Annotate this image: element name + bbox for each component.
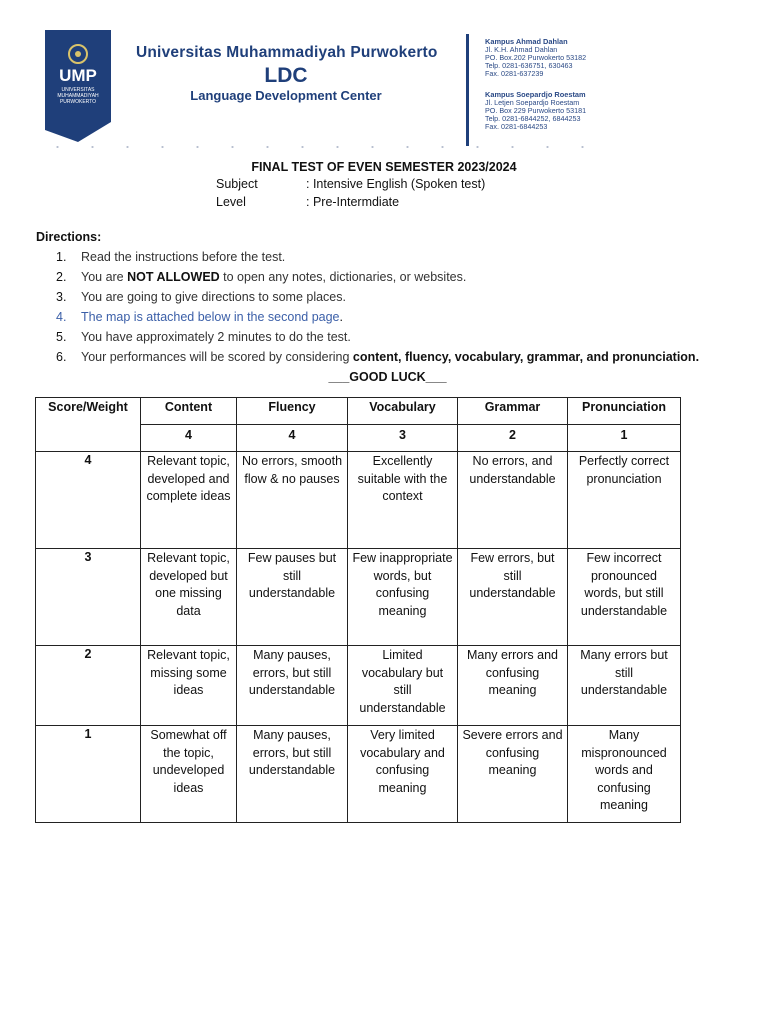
table-row [36,549,681,646]
campus-soepardjo-roestam [485,91,685,131]
scoring-rubric-table [35,397,681,823]
ldc-short-name: LDC [264,64,308,87]
rubric-cell: Very limited vocabulary and confusing meaning [348,726,458,823]
rubric-cell: Few incorrect pronounced words, but still understandable [568,549,681,646]
rubric-cell: Limited vocabulary but still understandable [348,646,458,726]
direction-text-part: . [339,310,343,324]
score-cell: 4 [36,452,141,549]
header-grammar: Grammar [458,398,568,425]
campus-ahmad-dahlan [485,38,685,78]
direction-text-part: Your performances will be scored by considering [81,350,353,364]
header-score-weight: Score/Weight [36,398,141,452]
weight-fluency: 4 [237,425,348,452]
campus-line: Jl. K.H. Ahmad Dahlan [485,45,558,54]
letterhead-dotted-rule [40,146,600,148]
direction-text [81,290,346,304]
direction-text [81,310,343,324]
campus-line: Jl. Letjen Soepardjo Roestam [485,98,580,107]
header-vocabulary: Vocabulary [348,398,458,425]
rubric-cell: No errors, and understandable [458,452,568,549]
ldc-full-name: Language Development Center [190,88,382,103]
directions-heading: Directions: [36,230,102,244]
rubric-cell: Relevant topic, developed and complete ideas [141,452,237,549]
map-attachment-note: The map is attached below in the second page [81,310,340,324]
table-row [36,646,681,726]
direction-text [81,270,466,284]
direction-text [81,330,351,344]
rubric-cell: Many errors and confusing meaning [458,646,568,726]
university-name: Universitas Muhammadiyah Purwokerto [136,44,438,61]
campus-line: PO. Box.202 Purwokerto 53182 [485,53,587,62]
logo-text: UMP [59,66,97,85]
logo-subtext: UNIVERSITAS MUHAMMADIYAH PURWOKERTO [57,87,99,105]
score-cell: 1 [36,726,141,823]
rubric-cell: Excellently suitable with the context [348,452,458,549]
direction-text-part: You are [81,270,128,284]
direction-number: 2. [56,270,67,284]
rubric-cell: Many pauses, errors, but still understandable [237,726,348,823]
direction-text [81,350,699,364]
table-row [36,452,681,549]
weight-pronunciation: 1 [568,425,681,452]
direction-number: 1. [56,250,67,264]
campus-line: Fax. 0281-6844253 [485,122,548,131]
campus-line: Fax. 0281-637239 [485,69,544,78]
table-row [36,726,681,823]
rubric-cell: Relevant topic, developed but one missing data [141,549,237,646]
campus-line: Telp. 0281-636751, 630463 [485,61,573,70]
direction-number: 6. [56,350,67,364]
direction-text-part: You are going to give directions to some places. [81,290,346,304]
direction-text-bold: NOT ALLOWED [127,270,220,284]
subject-label: Subject [216,177,258,191]
rubric-cell: Few pauses but still understandable [237,549,348,646]
rubric-cell: Many errors but still understandable [568,646,681,726]
campus-line: PO. Box 229 Purwokerto 53181 [485,106,587,115]
direction-text-part: Read the instructions before the test. [81,250,286,264]
rubric-cell: Few errors, but still understandable [458,549,568,646]
rubric-cell: Perfectly correct pronunciation [568,452,681,549]
campus-line: Telp. 0281-6844252, 6844253 [485,114,581,123]
rubric-cell: Many mispronounced words and confusing meaning [568,726,681,823]
direction-number: 3. [56,290,67,304]
score-cell: 3 [36,549,141,646]
ump-logo [45,30,111,142]
direction-number: 5. [56,330,67,344]
direction-text [81,250,285,264]
rubric-cell: Severe errors and confusing meaning [458,726,568,823]
rubric-cell: Many pauses, errors, but still understandable [237,646,348,726]
table-header-row [36,398,681,425]
rubric-cell: Few inappropriate words, but confusing meaning [348,549,458,646]
direction-text-part: You have approximately 2 minutes to do the test. [81,330,351,344]
campus-name: Kampus Soepardjo Roestam [485,90,586,99]
header-pronunciation: Pronunciation [568,398,681,425]
subject-value: : Intensive English (Spoken test) [306,177,486,191]
weight-vocabulary: 3 [348,425,458,452]
level-value: : Pre-Intermdiate [306,195,400,209]
header-fluency: Fluency [237,398,348,425]
direction-number: 4. [56,310,67,324]
level-label: Level [216,195,246,209]
letterhead [0,0,768,160]
weight-grammar: 2 [458,425,568,452]
score-cell: 2 [36,646,141,726]
direction-text-bold: content, fluency, vocabulary, grammar, and pronunciation. [352,350,700,364]
header-content: Content [141,398,237,425]
good-luck-note: ___GOOD LUCK___ [328,370,447,384]
exam-title: FINAL TEST OF EVEN SEMESTER 2023/2024 [251,160,517,174]
weight-content: 4 [141,425,237,452]
rubric-cell: Relevant topic, missing some ideas [141,646,237,726]
rubric-cell: No errors, smooth flow & no pauses [237,452,348,549]
campus-name: Kampus Ahmad Dahlan [485,37,568,46]
direction-text-part: to open any notes, dictionaries, or websites. [219,270,467,284]
letterhead-divider [466,34,469,146]
rubric-cell: Somewhat off the topic, undeveloped ideas [141,726,237,823]
